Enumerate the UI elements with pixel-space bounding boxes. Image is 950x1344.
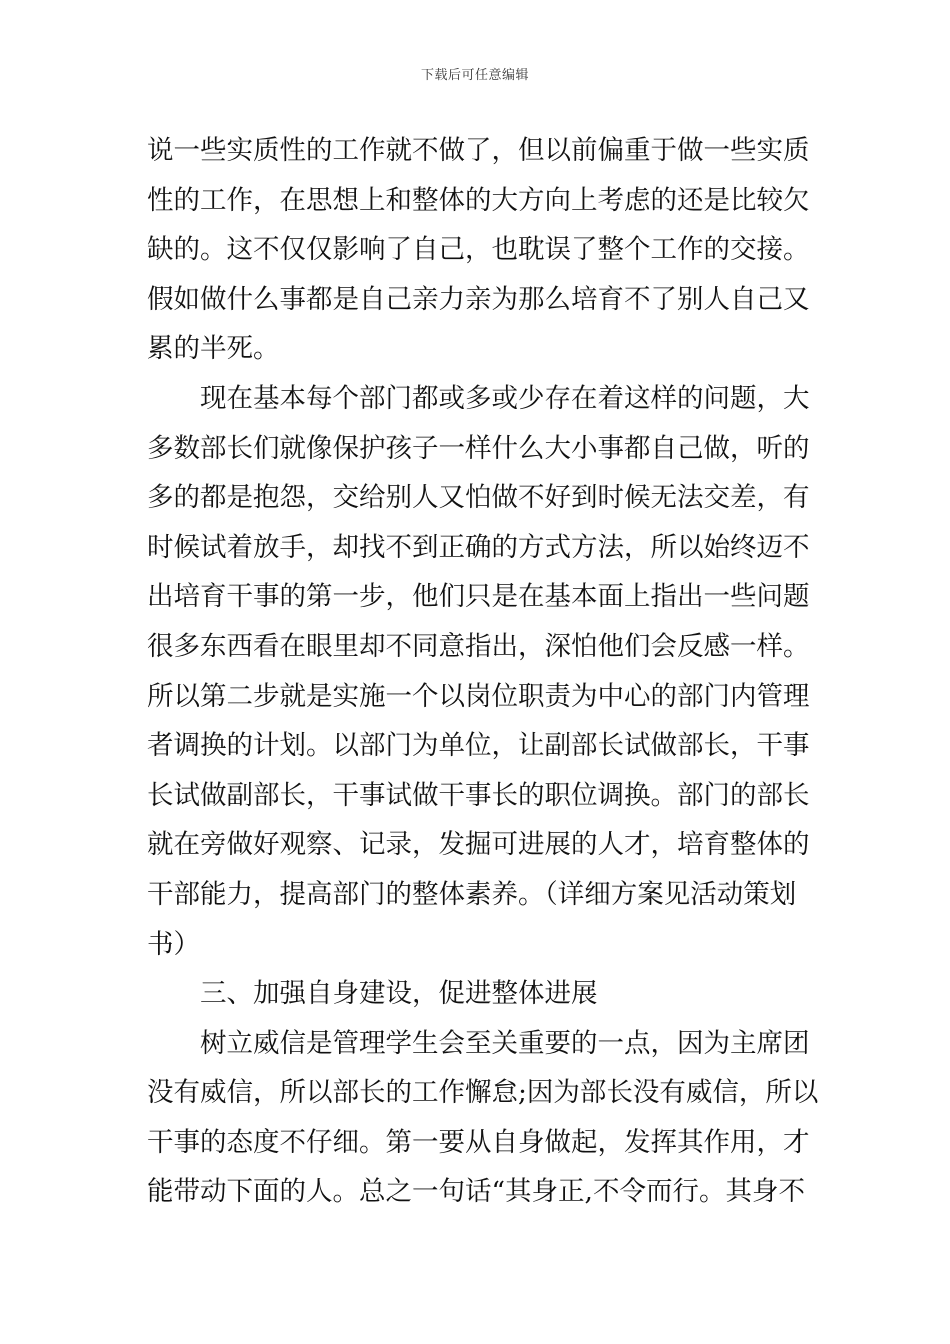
text-line: 累的半死。	[147, 333, 280, 365]
paragraph-start-line: 树立威信是管理学生会至关重要的一点，因为主席团	[200, 1027, 810, 1059]
text-line: 性的工作，在思想上和整体的大方向上考虑的还是比较欠	[147, 184, 810, 216]
page-header: 下载后可任意编辑	[420, 68, 529, 83]
text-line: 没有威信，所以部长的工作懈怠;因为部长没有威信，所以	[147, 1077, 819, 1109]
text-line: 缺的。这不仅仅影响了自己，也耽误了整个工作的交接。	[147, 234, 810, 266]
text-line: 说一些实质性的工作就不做了，但以前偏重于做一些实质	[147, 135, 810, 166]
document-body	[147, 126, 819, 1217]
text-line: 就在旁做好观察、记录，发掘可进展的人才，培育整体的	[147, 829, 810, 861]
text-line: 所以第二步就是实施一个以岗位职责为中心的部门内管理	[147, 680, 810, 712]
text-line: 多数部长们就像保护孩子一样什么大小事都自己做，听的	[147, 432, 810, 464]
text-line: 干事的态度不仔细。第一要从自身做起，发挥其作用，才	[147, 1126, 810, 1158]
text-line: 时候试着放手，却找不到正确的方式方法，所以始终迈不	[147, 531, 810, 563]
text-line: 者调换的计划。以部门为单位，让副部长试做部长，干事	[147, 730, 810, 762]
text-line: 多的都是抱怨，交给别人又怕做不好到时候无法交差，有	[147, 482, 810, 514]
text-line: 书）	[147, 928, 200, 960]
paragraph-start-line: 现在基本每个部门都或多或少存在着这样的问题，大	[200, 382, 810, 414]
text-line: 能带动下面的人。总之一句话“其身正,不令而行。其身不	[147, 1176, 805, 1208]
text-line: 干部能力，提高部门的整体素养。（详细方案见活动策划	[147, 878, 797, 910]
section-heading: 三、加强自身建设，促进整体进展	[200, 978, 598, 1010]
text-line: 长试做副部长，干事试做干事长的职位调换。部门的部长	[147, 779, 810, 811]
text-line: 出培育干事的第一步，他们只是在基本面上指出一些问题	[147, 581, 810, 613]
text-line: 很多东西看在眼里却不同意指出，深怕他们会反感一样。	[147, 630, 810, 662]
text-line: 假如做什么事都是自己亲力亲为那么培育不了别人自己又	[147, 283, 810, 315]
